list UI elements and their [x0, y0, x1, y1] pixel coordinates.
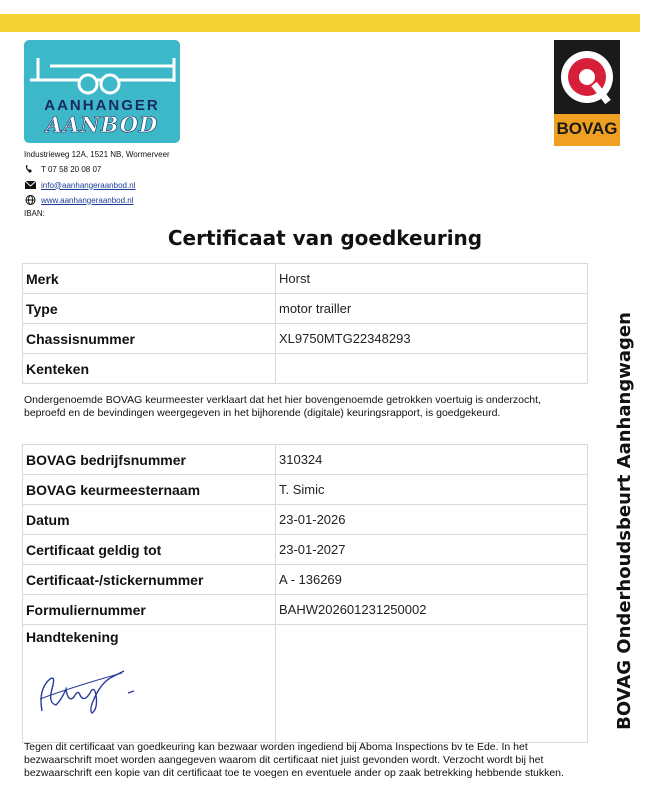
table-row — [23, 294, 588, 324]
table-row — [23, 324, 588, 354]
signature-value-cell — [276, 625, 588, 743]
website-link[interactable]: www.aanhangeraanbod.nl — [41, 195, 134, 205]
mail-icon — [24, 180, 37, 190]
table-row — [23, 625, 588, 743]
address-line — [24, 150, 170, 159]
label-type: Type — [23, 294, 276, 324]
label-keurmeesternaam: BOVAG keurmeesternaam — [23, 475, 276, 505]
value-stickernummer: A - 136269 — [276, 565, 588, 595]
iban-line — [24, 209, 45, 218]
label-stickernummer: Certificaat-/stickernummer — [23, 565, 276, 595]
logo-text-top: AANHANGER — [44, 97, 160, 114]
value-datum: 23-01-2026 — [276, 505, 588, 535]
vehicle-table — [22, 263, 588, 384]
label-geldig-tot: Certificaat geldig tot — [23, 535, 276, 565]
bovag-logo-word: BOVAG — [556, 119, 618, 138]
globe-icon — [24, 195, 37, 205]
table-row — [23, 505, 588, 535]
value-chassisnummer: XL9750MTG22348293 — [276, 324, 588, 354]
label-chassisnummer: Chassisnummer — [23, 324, 276, 354]
value-geldig-tot: 23-01-2027 — [276, 535, 588, 565]
value-keurmeesternaam: T. Simic — [276, 475, 588, 505]
aanhanger-aanbod-logo — [24, 40, 180, 143]
statement-paragraph: Ondergenoemde BOVAG keurmeester verklaart dat het hier bovengenoemde getrokken voertuig is onderzocht, beproefd en de bevindingen weergegeven in het bijhorende (digitale) keuringsrapport, is goedgekeurd. — [24, 394, 541, 419]
label-handtekening: Handtekening — [26, 629, 119, 645]
table-row — [23, 595, 588, 625]
value-formuliernummer: BAHW202601231250002 — [276, 595, 588, 625]
label-kenteken: Kenteken — [23, 354, 276, 384]
value-bedrijfsnummer: 310324 — [276, 445, 588, 475]
footer-disclaimer: Tegen dit certificaat van goedkeuring kan bezwaar worden ingediend bij Aboma Inspections bv te Ede. In het bezwaarschrift moet worden aangegeven waarom dit certificaat niet juist gevonden wordt. Verzocht wordt bij het bezwaarschrift een kopie van dit certificaat toe te voegen en eventuele ander op zaak betrekking hebbende stukken. — [24, 741, 564, 779]
value-kenteken — [276, 354, 588, 384]
table-row — [23, 475, 588, 505]
label-datum: Datum — [23, 505, 276, 535]
email-line — [24, 180, 135, 190]
label-bedrijfsnummer: BOVAG bedrijfsnummer — [23, 445, 276, 475]
value-type: motor trailler — [276, 294, 588, 324]
side-vertical-title: BOVAG Onderhoudsbeurt Aanhangwagen — [614, 312, 635, 730]
phone-line — [24, 164, 101, 174]
label-merk: Merk — [23, 264, 276, 294]
page-title: Certificaat van goedkeuring — [167, 226, 483, 250]
logo-text-bottom: AANBOD — [45, 112, 159, 137]
table-row — [23, 535, 588, 565]
email-link[interactable]: info@aanhangeraanbod.nl — [41, 180, 136, 190]
table-row — [23, 354, 588, 384]
handwritten-signature — [32, 659, 142, 719]
address-text: Industrieweg 12A, 1521 NB, Wormerveer — [24, 150, 170, 159]
details-table — [22, 444, 588, 743]
table-row — [23, 264, 588, 294]
signature-cell — [23, 625, 276, 743]
phone-icon — [24, 164, 37, 174]
table-row — [23, 445, 588, 475]
value-merk: Horst — [276, 264, 588, 294]
iban-text: IBAN: — [24, 209, 45, 218]
website-line — [24, 195, 134, 205]
table-row — [23, 565, 588, 595]
label-formuliernummer: Formuliernummer — [23, 595, 276, 625]
top-color-bar — [0, 14, 640, 32]
phone-text: T 07 58 20 08 07 — [41, 164, 102, 174]
